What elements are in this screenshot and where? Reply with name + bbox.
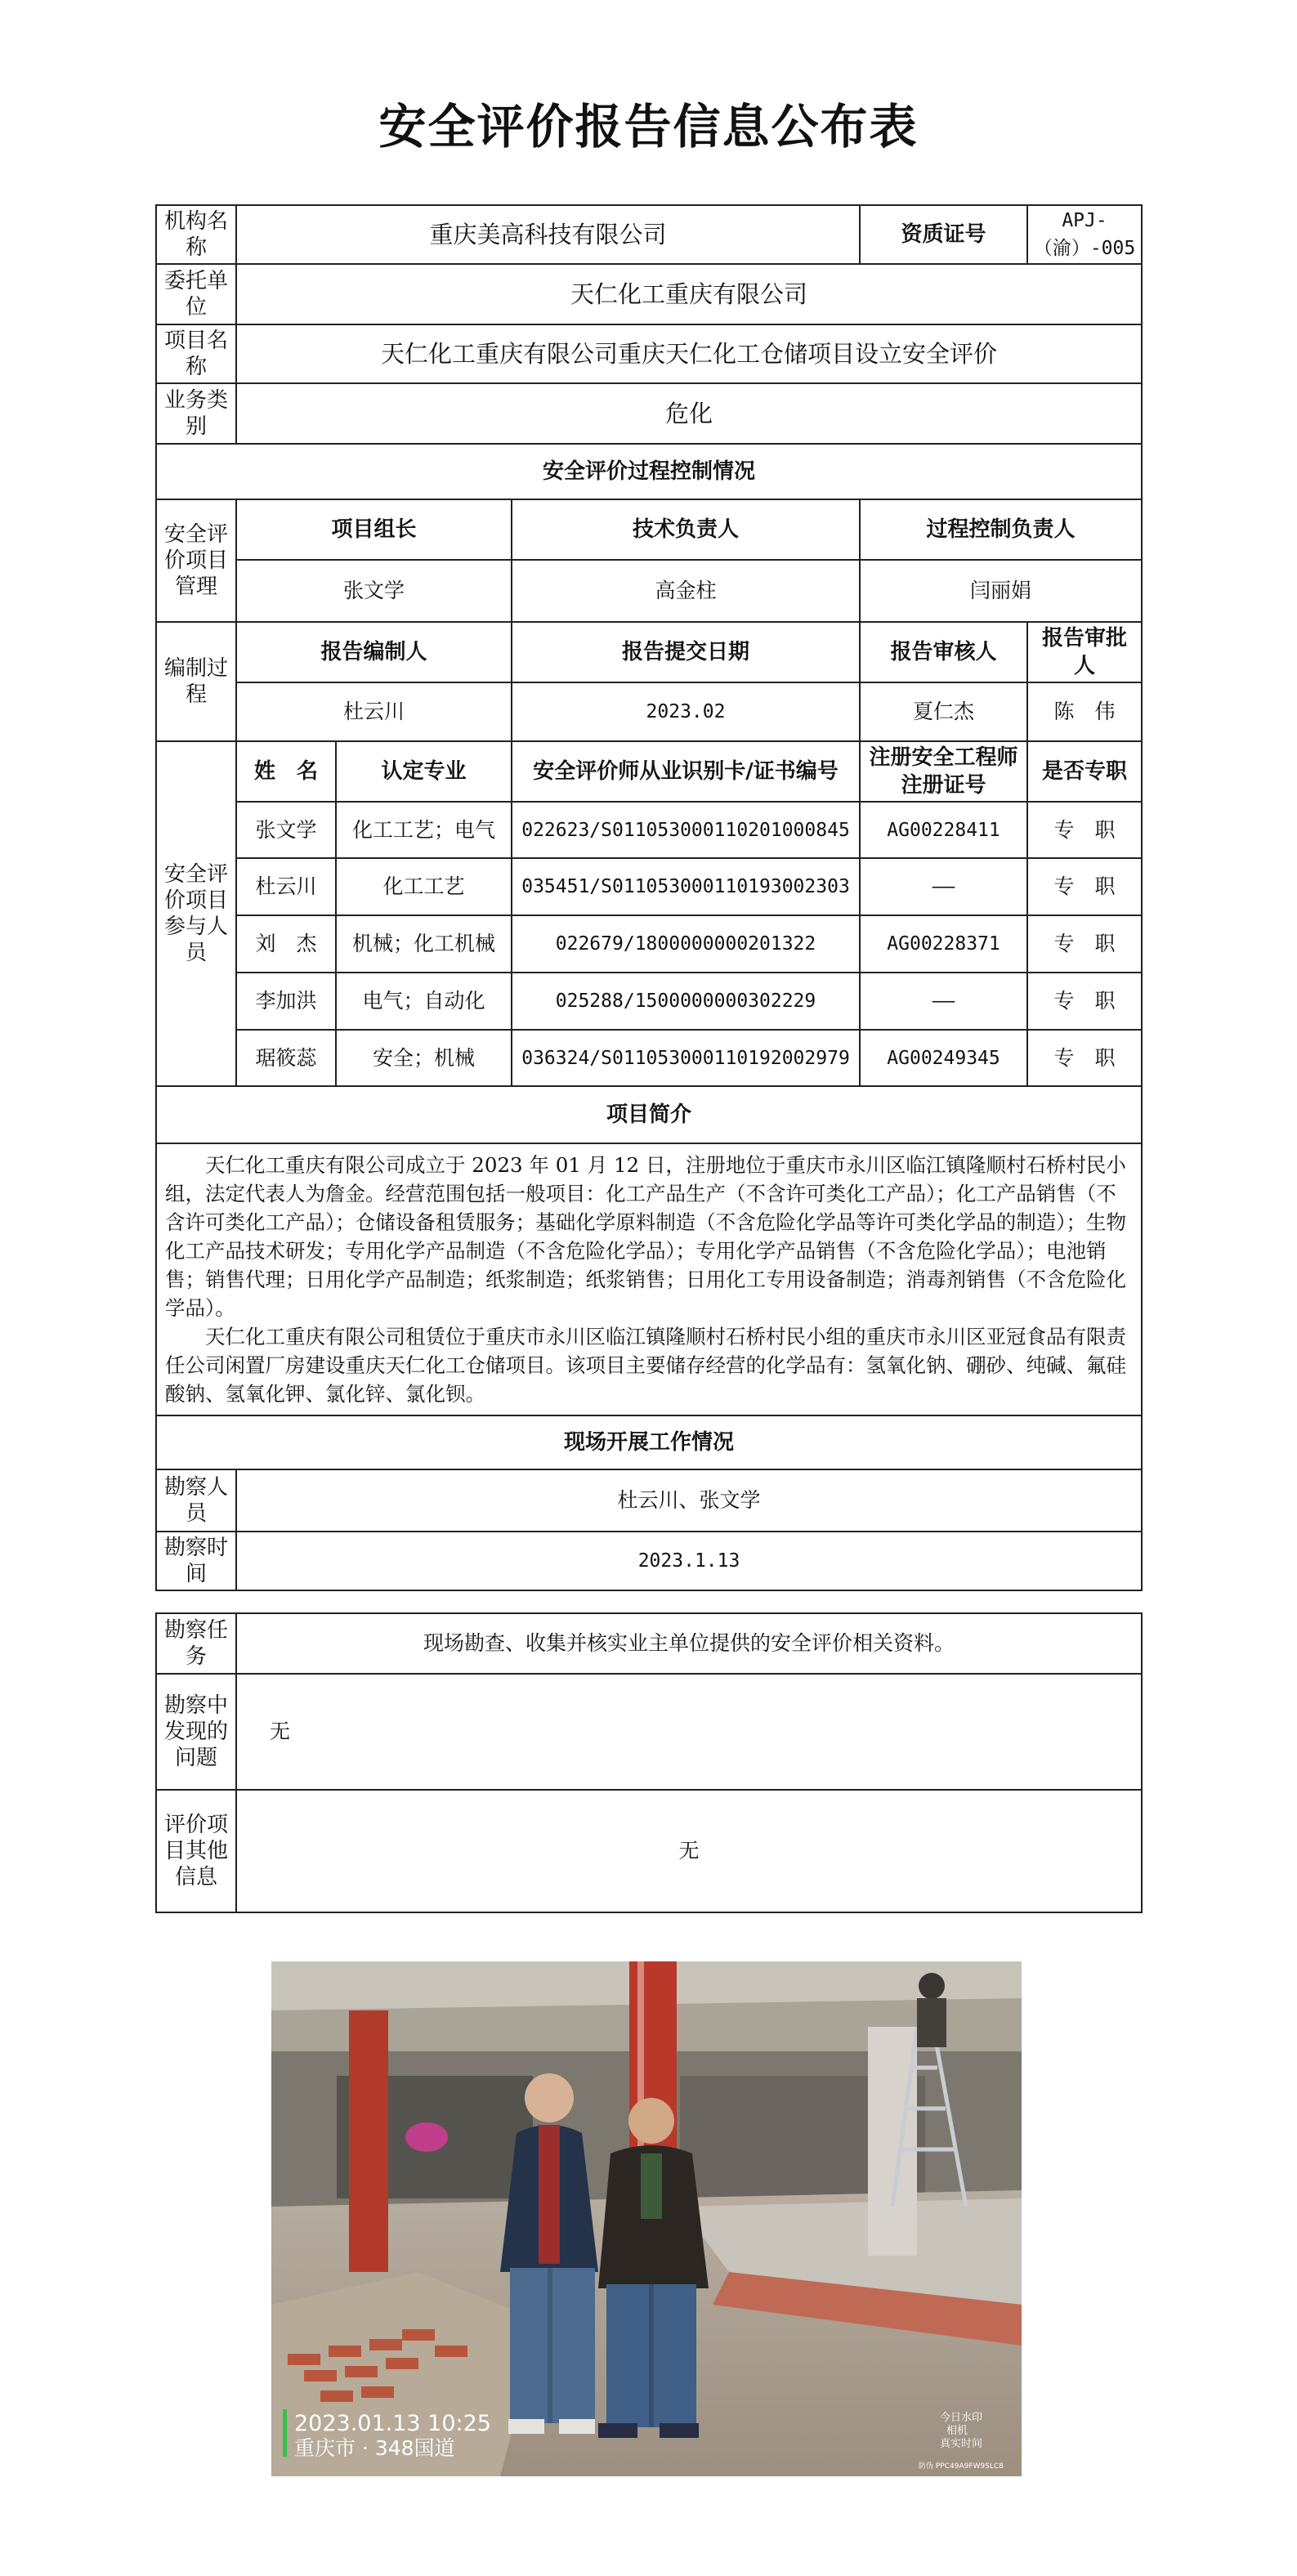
client-label: 委托单位 — [156, 264, 236, 324]
participant-fulltime: 专 职 — [1027, 1030, 1142, 1086]
card-number-header: 安全评价师从业识别卡/证书编号 — [512, 741, 860, 802]
table-row — [156, 915, 1142, 973]
participant-name: 张文学 — [236, 802, 336, 858]
participant-name: 李加洪 — [236, 973, 336, 1030]
intro-paragraph: 天仁化工重庆有限公司成立于 2023 年 01 月 12 日，注册地位于重庆市永川区临江镇隆顺村石桥村民小组，法定代表人为詹金。经营范围包括一般项目：化工产品生产（不含许可类化工产品）；化工产品销售（不含许可类化工产品）；仓储设备租赁服务；基础化学原料制造（不含危险化学品等许可类化学品的制造）；生物化工产品技术研发；专用化学产品制造（不含危险化学品）；专用化学产品销售（不含危险化学品）；电池销售；销售代理；日用化学产品制造；纸浆制造；纸浆销售；日用化工专用设备制造；消毒剂销售（不含危险化学品）。 — [165, 1153, 1126, 1320]
participant-fulltime: 专 职 — [1027, 858, 1142, 915]
compiler-header: 报告编制人 — [236, 622, 512, 682]
business-label: 业务类别 — [156, 383, 236, 444]
submit-date-header: 报告提交日期 — [512, 622, 860, 682]
other-info-value: 无 — [236, 1790, 1142, 1912]
participant-specialty: 电气；自动化 — [336, 973, 512, 1030]
participant-fulltime: 专 职 — [1027, 915, 1142, 973]
watermark-bottom: 真实时间 — [940, 2438, 983, 2450]
org-label: 机构名称 — [156, 205, 236, 264]
participant-name: 杜云川 — [236, 858, 336, 915]
compile-label: 编制过程 — [156, 622, 236, 741]
team-leader-header: 项目组长 — [236, 499, 512, 560]
survey-time-value: 2023.1.13 — [236, 1532, 1142, 1590]
table-row — [156, 802, 1142, 858]
other-info-label: 评价项目其他信息 — [156, 1790, 236, 1912]
team-leader-value: 张文学 — [236, 560, 512, 622]
site-section-title: 现场开展工作情况 — [156, 1415, 1142, 1469]
mgmt-label: 安全评价项目管理 — [156, 499, 236, 622]
table-row — [156, 858, 1142, 915]
reviewer-value: 夏仁杰 — [860, 682, 1027, 741]
page-title: 安全评价报告信息公布表 — [378, 99, 919, 154]
red-pillar-left — [349, 2010, 388, 2272]
engineer-cert-header: 注册安全工程师注册证号 — [860, 741, 1027, 802]
compiler-value: 杜云川 — [236, 682, 512, 741]
staff-value: 杜云川、张文学 — [236, 1469, 1142, 1532]
intro-text — [156, 1143, 1142, 1415]
participant-specialty: 化工工艺；电气 — [336, 802, 512, 858]
issues-value: 无 — [236, 1674, 1142, 1790]
participant-card: 035451/S011053000110193002303 — [512, 858, 860, 915]
survey-task-label: 勘察任务 — [156, 1613, 236, 1674]
submit-date-value: 2023.02 — [512, 682, 860, 741]
table-row — [156, 973, 1142, 1030]
org-value: 重庆美高科技有限公司 — [236, 205, 860, 264]
participant-cert: —— — [860, 858, 1027, 915]
name-header: 姓 名 — [236, 741, 336, 802]
issues-label: 勘察中发现的问题 — [156, 1674, 236, 1790]
watermark-mid: 相机 — [946, 2425, 968, 2437]
photo-location: 重庆市 · 348国道 — [294, 2436, 455, 2460]
participant-cert: AG00228371 — [860, 915, 1027, 973]
watermark-top: 今日水印 — [940, 2412, 983, 2424]
process-section-title: 安全评价过程控制情况 — [156, 444, 1142, 499]
participant-card: 025288/1500000000302229 — [512, 973, 860, 1030]
participant-card: 022623/S011053000110201000845 — [512, 802, 860, 858]
cert-label: 资质证号 — [860, 205, 1027, 264]
participant-fulltime: 专 职 — [1027, 973, 1142, 1030]
process-control-header: 过程控制负责人 — [860, 499, 1142, 560]
reviewer-header: 报告审核人 — [860, 622, 1027, 682]
client-value: 天仁化工重庆有限公司 — [236, 264, 1142, 324]
survey-task-value: 现场勘查、收集并核实业主单位提供的安全评价相关资料。 — [236, 1613, 1142, 1674]
participants-label: 安全评价项目参与人员 — [156, 741, 236, 1086]
participant-cert: —— — [860, 973, 1027, 1030]
approver-header: 报告审批人 — [1027, 622, 1142, 682]
participant-fulltime: 专 职 — [1027, 802, 1142, 858]
participant-card: 036324/S011053000110192002979 — [512, 1030, 860, 1086]
fulltime-header: 是否专职 — [1027, 741, 1142, 802]
participant-specialty: 机械；化工机械 — [336, 915, 512, 973]
tech-lead-value: 高金柱 — [512, 560, 860, 622]
intro-section-title: 项目简介 — [156, 1086, 1142, 1143]
specialty-header: 认定专业 — [336, 741, 512, 802]
project-label: 项目名称 — [156, 324, 236, 383]
table-row — [156, 1030, 1142, 1086]
process-control-value: 闫丽娟 — [860, 560, 1142, 622]
participant-name: 刘 杰 — [236, 915, 336, 973]
participant-specialty: 安全；机械 — [336, 1030, 512, 1086]
staff-label: 勘察人员 — [156, 1469, 236, 1532]
business-value: 危化 — [236, 383, 1142, 444]
photo-timestamp: 2023.01.13 10:25 — [294, 2411, 491, 2436]
project-value: 天仁化工重庆有限公司重庆天仁化工仓储项目设立安全评价 — [236, 324, 1142, 383]
site-photo — [271, 1961, 1022, 2476]
participant-name: 琚筱蕊 — [236, 1030, 336, 1086]
cert-value: APJ-（渝）-005 — [1027, 205, 1142, 264]
intro-paragraph: 天仁化工重庆有限公司租赁位于重庆市永川区临江镇隆顺村石桥村民小组的重庆市永川区亚冠食品有限责任公司闲置厂房建设重庆天仁化工仓储项目。该项目主要储存经营的化学品有：氢氧化钠、硼砂、纯碱、氟硅酸钠、氢氧化钾、氯化锌、氯化钡。 — [165, 1325, 1126, 1406]
survey-time-label: 勘察时间 — [156, 1532, 236, 1590]
participant-specialty: 化工工艺 — [336, 858, 512, 915]
tech-lead-header: 技术负责人 — [512, 499, 860, 560]
watermark-code: 防伪 PPC49A9FW9SLC8 — [919, 2462, 1004, 2471]
participant-cert: AG00228411 — [860, 802, 1027, 858]
info-table — [155, 204, 1143, 1591]
participant-cert: AG00249345 — [860, 1030, 1027, 1086]
site-table — [155, 1612, 1143, 1913]
participant-card: 022679/1800000000201322 — [512, 915, 860, 973]
approver-value: 陈 伟 — [1027, 682, 1142, 741]
